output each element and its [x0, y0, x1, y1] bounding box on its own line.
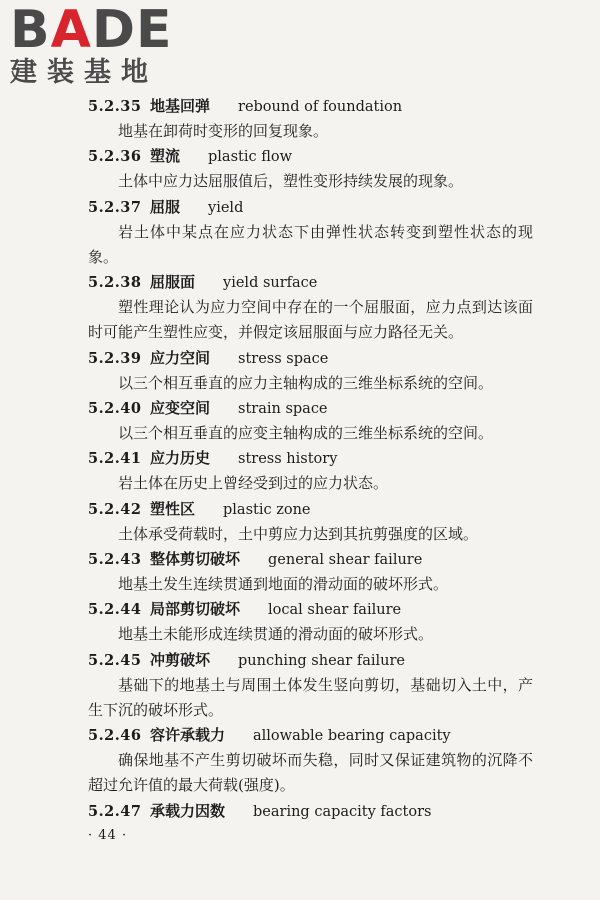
term-chinese: 承载力因数	[150, 801, 226, 820]
term-chinese: 容许承载力	[150, 726, 226, 745]
term-chinese: 屈服面	[150, 273, 196, 292]
term-definition: 地基在卸荷时变形的回复现象。	[118, 122, 329, 140]
term-number: 5.2.40	[88, 400, 142, 418]
term-number: 5.2.36	[88, 148, 142, 166]
term-entry	[0, 799, 600, 824]
term-entry	[0, 497, 600, 547]
term-english: strain space	[238, 401, 328, 418]
term-english: allowable bearing capacity	[253, 728, 451, 745]
term-heading	[88, 195, 600, 220]
term-entry	[0, 597, 600, 647]
bade-logo	[10, 2, 180, 92]
term-number: 5.2.41	[88, 450, 142, 468]
term-heading	[88, 346, 600, 371]
term-definition: 岩土体中某点在应力状态下由弹性状态转变到塑性状态的现象。	[88, 222, 533, 266]
term-chinese: 局部剪切破坏	[150, 600, 241, 619]
term-chinese: 地基回弹	[150, 97, 211, 115]
term-definition: 地基土发生连续贯通到地面的滑动面的破坏形式。	[118, 574, 449, 593]
term-english: stress history	[238, 451, 338, 468]
term-english: punching shear failure	[238, 652, 405, 669]
term-definition: 土体中应力达屈服值后，塑性变形持续发展的现象。	[118, 172, 464, 191]
term-entry	[0, 446, 600, 496]
term-definition: 土体承受荷载时，土中剪应力达到其抗剪强度的区域。	[118, 524, 479, 543]
term-definition: 岩土体在历史上曾经受到过的应力状态。	[118, 474, 389, 493]
term-number: 5.2.47	[88, 802, 142, 820]
term-heading	[88, 597, 600, 622]
term-english: bearing capacity factors	[253, 803, 432, 820]
term-chinese: 塑流	[150, 147, 181, 166]
term-definition: 基础下的地基土与周围土体发生竖向剪切，基础切入土中，产生下沉的破坏形式。	[88, 675, 533, 719]
term-chinese: 应力空间	[150, 348, 211, 367]
term-heading	[88, 497, 600, 522]
term-entry	[0, 195, 600, 271]
term-number: 5.2.37	[88, 198, 142, 216]
term-english: plastic zone	[223, 501, 311, 518]
term-heading	[88, 144, 600, 169]
logo-letters-de: DE	[91, 0, 173, 60]
term-chinese: 应力历史	[150, 449, 211, 468]
term-heading	[88, 547, 600, 572]
term-entry	[0, 723, 600, 799]
term-entry	[0, 144, 600, 194]
logo-letter-a: A	[50, 0, 92, 60]
term-number: 5.2.42	[88, 500, 142, 518]
term-entry	[0, 648, 600, 724]
term-heading	[88, 723, 600, 748]
term-chinese: 应变空间	[150, 399, 211, 418]
term-number: 5.2.39	[88, 349, 142, 367]
term-english: stress space	[238, 350, 329, 367]
term-entry	[0, 270, 600, 346]
term-entry	[0, 547, 600, 597]
term-number: 5.2.38	[88, 274, 142, 292]
term-chinese: 塑性区	[150, 499, 196, 518]
term-number: 5.2.44	[88, 601, 142, 619]
term-number: 5.2.45	[88, 651, 142, 669]
term-heading	[88, 94, 600, 119]
glossary-content	[0, 94, 600, 824]
term-definition: 塑性理论认为应力空间中存在的一个屈服面，应力点到达该面时可能产生塑性应变，并假定该屈服面与应力路径无关。	[88, 298, 533, 342]
term-english: yield surface	[223, 275, 318, 292]
term-definition: 确保地基不产生剪切破坏而失稳，同时又保证建筑物的沉降不超过允许值的最大荷载(强度)。	[88, 751, 533, 795]
term-number: 5.2.35	[88, 98, 142, 115]
term-definition: 以三个相互垂直的应变主轴构成的三维坐标系统的空间。	[118, 424, 494, 443]
term-heading	[88, 648, 600, 673]
logo-wordmark	[10, 2, 173, 58]
term-heading	[88, 396, 600, 421]
term-english: plastic flow	[208, 149, 293, 166]
term-chinese: 屈服	[150, 197, 181, 216]
term-definition: 地基土未能形成连续贯通的滑动面的破坏形式。	[118, 625, 434, 644]
term-english: yield	[208, 199, 244, 216]
term-heading	[88, 799, 600, 824]
term-number: 5.2.43	[88, 550, 142, 568]
term-number: 5.2.46	[88, 727, 142, 745]
logo-subtitle: 建装基地	[10, 57, 158, 88]
term-entry	[0, 346, 600, 396]
term-chinese: 冲剪破坏	[150, 650, 211, 669]
term-entry	[0, 94, 600, 144]
term-definition: 以三个相互垂直的应力主轴构成的三维坐标系统的空间。	[118, 373, 494, 392]
page-number: · 44 ·	[88, 828, 128, 843]
term-english: local shear failure	[268, 602, 402, 619]
term-english: rebound of foundation	[238, 99, 403, 115]
logo-letters-b: B	[10, 0, 51, 60]
term-entry	[0, 396, 600, 446]
term-chinese: 整体剪切破坏	[150, 549, 241, 568]
term-heading	[88, 446, 600, 471]
term-english: general shear failure	[268, 551, 423, 568]
term-heading	[88, 270, 600, 295]
